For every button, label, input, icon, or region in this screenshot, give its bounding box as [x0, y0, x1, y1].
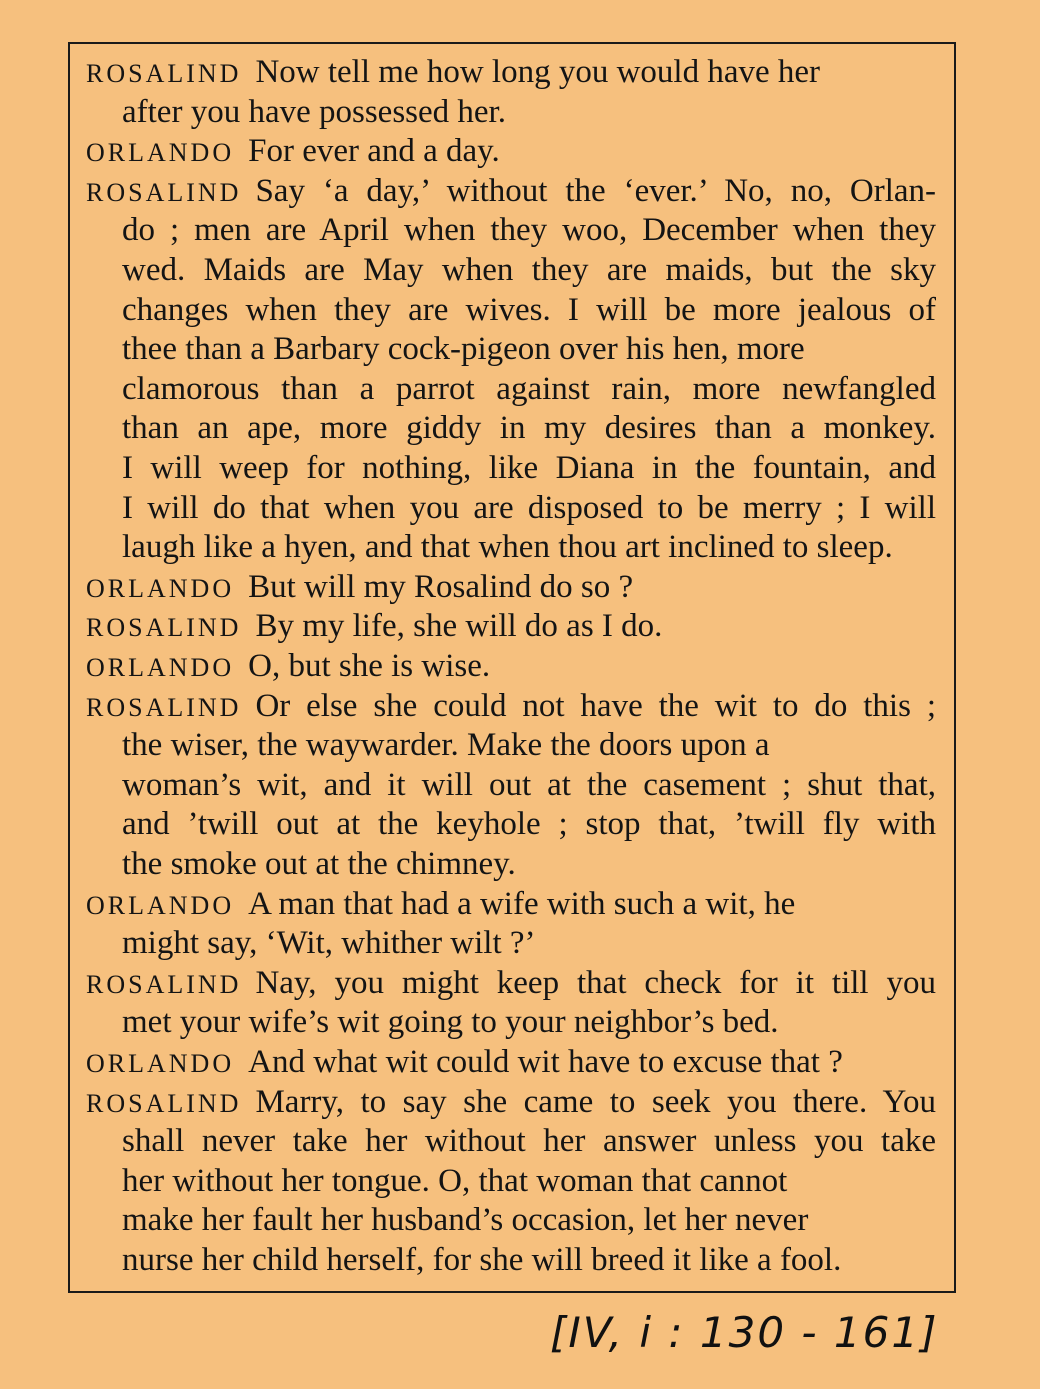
speech-text: laugh like a hyen, and that when thou art inclined to sleep. — [122, 529, 893, 566]
speech-continuation-line — [122, 250, 936, 290]
speech-text: the smoke out at the chimney. — [122, 846, 516, 882]
speech-text: do ; men are April when they woo, December when they — [122, 212, 936, 249]
speech-text: after you have possessed her. — [122, 93, 506, 130]
speech-continuation-line — [122, 765, 936, 805]
speech-continuation-line — [122, 844, 516, 884]
speech-text: than an ape, more giddy in my desires than a monkey. — [122, 410, 936, 447]
speech-continuation-line — [122, 923, 536, 963]
speech-text: Or else she could not have the wit to do this ; — [255, 687, 936, 724]
speech-text: the wiser, the waywarder. Make the doors upon a — [122, 727, 770, 764]
speech-text: I will do that when you are disposed to be merry ; I will — [122, 489, 936, 526]
citation-handwritten: [IV, i : 130 - 161] — [550, 1308, 939, 1357]
speech-continuation-line — [122, 1002, 779, 1042]
speech-first-line — [86, 52, 936, 92]
speech-text: O, but she is wise. — [248, 648, 491, 684]
speech-text: Marry, to say she came to seek you there. You — [255, 1083, 936, 1120]
speaker-name: ORLANDO — [86, 573, 235, 603]
speech-text: But will my Rosalind do so ? — [248, 568, 634, 605]
speech-continuation-line — [122, 210, 936, 250]
speech-text: A man that had a wife with such a wit, he — [248, 885, 796, 922]
speech-continuation-line — [122, 725, 936, 765]
speaker-name: ROSALIND — [86, 613, 242, 643]
speech-continuation-line — [122, 488, 936, 528]
speaker-name: ROSALIND — [86, 177, 242, 207]
speech-first-line — [86, 963, 936, 1003]
speaker-name: ORLANDO — [86, 1049, 235, 1078]
speech-first-line — [86, 646, 490, 686]
speech-first-line — [86, 686, 936, 726]
speech-first-line — [86, 567, 633, 607]
speaker-name: ROSALIND — [86, 1088, 242, 1118]
speech-continuation-line — [122, 329, 936, 369]
speech-text: woman’s wit, and it will out at the casement ; shut that, — [122, 766, 936, 803]
speech-continuation-line — [122, 804, 936, 844]
speech-continuation-line — [122, 369, 936, 409]
speech-text: met your wife’s wit going to your neighbor’s bed. — [122, 1004, 779, 1041]
speech-text: her without her tongue. O, that woman that cannot — [122, 1162, 788, 1199]
speech-text: shall never take her without her answer unless you take — [122, 1123, 936, 1160]
speech-first-line — [86, 606, 662, 646]
speech-continuation-line — [122, 1200, 936, 1240]
speech-text: By my life, she will do as I do. — [255, 608, 663, 645]
speaker-name: ROSALIND — [86, 692, 242, 722]
speech-continuation-line — [122, 408, 936, 448]
speech-text: Now tell me how long you would have her — [255, 54, 821, 90]
speech-first-line — [86, 171, 936, 211]
speech-text: and ’twill out at the keyhole ; stop that, ’twill fly with — [122, 806, 936, 843]
speaker-name: ORLANDO — [86, 653, 235, 682]
speech-text: For ever and a day. — [248, 133, 500, 170]
speech-text: changes when they are wives. I will be more jealous of — [122, 291, 936, 328]
speech-text: make her fault her husband’s occasion, let her never — [122, 1202, 809, 1239]
speech-first-line — [86, 131, 500, 171]
speech-text: thee than a Barbary cock-pigeon over his hen, more — [122, 331, 805, 368]
speech-continuation-line — [122, 1240, 841, 1280]
speech-text: Say ‘a day,’ without the ‘ever.’ No, no, Orlan- — [255, 172, 936, 209]
speech-continuation-line — [122, 290, 936, 330]
speech-continuation-line — [122, 527, 893, 567]
speech-text: wed. Maids are May when they are maids, but the sky — [122, 252, 936, 288]
speech-text: I will weep for nothing, like Diana in the fountain, and — [122, 450, 936, 486]
speech-first-line — [86, 1082, 936, 1122]
speech-continuation-line — [122, 92, 506, 132]
speech-text: clamorous than a parrot against rain, more newfangled — [122, 370, 936, 407]
speech-continuation-line — [122, 1161, 936, 1201]
speech-text: might say, ‘Wit, whither wilt ?’ — [122, 925, 536, 962]
speaker-name: ORLANDO — [86, 890, 235, 920]
speaker-name: ROSALIND — [86, 969, 242, 999]
speech-text: nurse her child herself, for she will breed it like a fool. — [122, 1242, 842, 1278]
speech-first-line — [86, 1042, 843, 1082]
speech-continuation-line — [122, 448, 936, 488]
speaker-name: ROSALIND — [86, 59, 242, 88]
speech-first-line — [86, 884, 936, 924]
speech-continuation-line — [122, 1121, 936, 1161]
speaker-name: ORLANDO — [86, 138, 235, 168]
speech-text: Nay, you might keep that check for it till you — [255, 964, 936, 1001]
speech-text: And what wit could wit have to excuse that ? — [248, 1044, 843, 1080]
